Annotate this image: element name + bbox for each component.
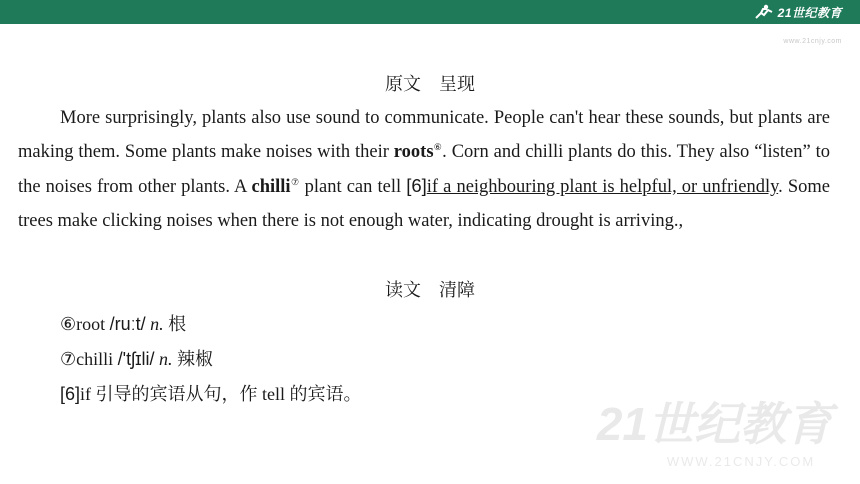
paragraph-text: More surprisingly, plants also use sound to communicate. People can't hear these sounds, but plants are making them. Some plants make noises with their <box>18 108 830 162</box>
note-word: root <box>76 314 110 334</box>
note-number: ⑦ <box>60 349 77 369</box>
vocab-roots: roots <box>393 141 434 162</box>
brand-logo <box>752 2 842 22</box>
note-text: if 引导的宾语从句，作 tell 的宾语。 <box>80 384 362 404</box>
footnote-marker-7: ⑦ <box>290 176 300 187</box>
note-tag: [6] <box>60 384 81 404</box>
section-title-original: 原文 呈现 <box>385 74 475 95</box>
runner-logo-icon <box>752 4 774 20</box>
note-meaning: 辣椒 <box>172 349 213 369</box>
vocab-note-chilli <box>60 345 213 371</box>
logo-text: 21世纪教育 <box>777 5 842 20</box>
vocab-note-root <box>60 310 186 336</box>
note-phonetic: /'tʃɪli/ <box>117 349 155 369</box>
watermark-url: WWW.21CNJY.COM <box>666 454 816 469</box>
grammar-tag-6: [6] <box>406 175 427 196</box>
watermark-text: 21世纪教育 <box>596 398 832 450</box>
underlined-clause: if a neighbouring plant is helpful, or unfriendly <box>426 177 779 197</box>
note-word: chilli <box>76 349 118 369</box>
note-number: ⑥ <box>60 314 77 334</box>
logo-url: www.21cnjy.com <box>783 38 842 45</box>
vocab-chilli: chilli <box>251 177 291 197</box>
top-banner <box>0 0 860 24</box>
footnote-marker-6: ⑥ <box>433 141 443 152</box>
paragraph-text: . Some trees make clicking noises when there is not enough water, indicating drought is arriving., <box>18 177 831 231</box>
watermark <box>597 388 832 469</box>
paragraph-text: . Corn and chilli plants do this. They also “listen” to the noises from other plants. A <box>18 141 830 197</box>
grammar-note-6 <box>60 380 362 406</box>
note-phonetic: /ruːt/ <box>109 314 146 334</box>
original-paragraph <box>18 102 830 238</box>
note-meaning: 根 <box>163 314 187 334</box>
note-pos: n. <box>154 349 173 369</box>
paragraph-text: plant can tell <box>299 177 407 197</box>
section-title-notes: 读文 清障 <box>385 280 475 301</box>
note-pos: n. <box>145 314 164 334</box>
